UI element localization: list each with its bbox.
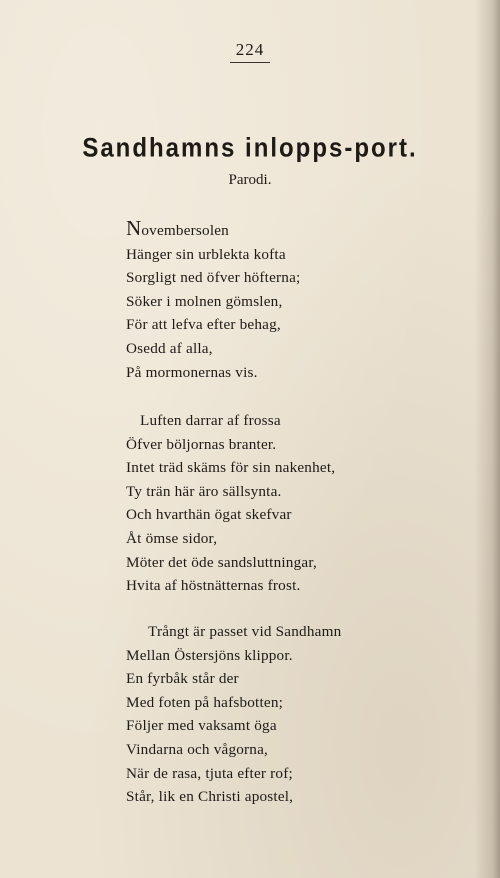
poem-line: Osedd af alla,	[126, 339, 213, 357]
page-edge-shadow	[474, 0, 500, 878]
poem-line: Följer med vaksamt öga	[126, 717, 277, 735]
poem-line: Hvita af höstnätternas frost.	[126, 577, 301, 595]
poem-line: På mormonernas vis.	[126, 363, 258, 381]
poem-line: Novembersolen	[126, 216, 229, 240]
poem-line: Trångt är passet vid Sandhamn	[148, 623, 342, 640]
poem-line: När de rasa, tjuta efter rof;	[126, 764, 293, 782]
poem-line: Åt ömse sidor,	[126, 529, 218, 547]
drop-cap: N	[126, 216, 142, 240]
page-number	[0, 40, 500, 63]
poem-line: En fyrbåk står der	[126, 670, 239, 688]
poem-line: Med foten på hafsbotten;	[126, 693, 284, 711]
page-number-text: 224	[230, 40, 271, 63]
poem-line: Och hvarthän ögat skefvar	[126, 506, 292, 524]
poem-line: Luften darrar af frossa	[140, 412, 281, 429]
poem-line: Intet träd skäms för sin nakenhet,	[126, 459, 336, 477]
poem-line: Sorgligt ned öfver höfterna;	[126, 269, 301, 287]
poem-line: Öfver böljornas branter.	[126, 435, 277, 453]
stanza-1	[126, 216, 486, 384]
poem-line: För att lefva efter behag,	[126, 316, 281, 334]
poem-line: Står, lik en Christi apostel,	[126, 788, 294, 806]
poem-line: Söker i molnen gömslen,	[126, 292, 283, 310]
poem-line: Hänger sin urblekta kofta	[126, 245, 286, 263]
poem-line: Möter det öde sandsluttningar,	[126, 553, 317, 571]
stanza-3	[126, 620, 486, 809]
poem-line: Mellan Östersjöns klippor.	[126, 646, 293, 664]
poem-subtitle: Parodi.	[228, 172, 272, 188]
stanza-2	[126, 409, 486, 598]
poem-line: Vindarna och vågorna,	[126, 740, 269, 758]
poem-title: Sandhamns inlopps-port.	[82, 133, 418, 164]
poem-line: Ty trän här äro sällsynta.	[126, 482, 282, 500]
